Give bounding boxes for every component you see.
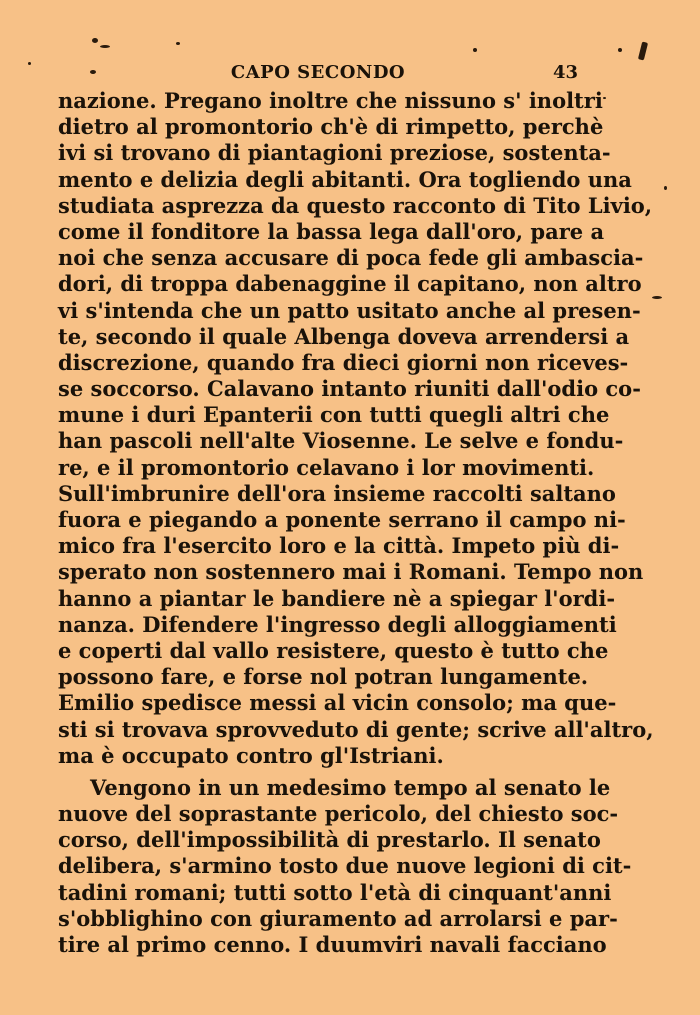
text-line: mune i duri Epanterii con tutti quegli altri che	[58, 402, 610, 428]
text-line: ivi si trovano di piantagioni preziose, sostenta-	[58, 140, 611, 166]
text-line: ma è occupato contro gl'Istriani.	[58, 742, 444, 768]
paragraph	[58, 88, 654, 769]
text-line: come il fonditore la bassa lega dall'oro, pare a	[58, 218, 605, 244]
page-header	[58, 60, 578, 88]
text-line: nuove del soprastante pericolo, del chiesto soc-	[58, 801, 619, 827]
text-line: e coperti dal vallo resistere, questo è tutto che	[58, 637, 609, 663]
text-line: hanno a piantar le bandiere nè a spiegar l'ordi-	[58, 585, 616, 611]
text-line: Vengono in un medesimo tempo al senato le	[90, 774, 611, 800]
ink-speck	[638, 42, 648, 61]
text-line: sperato non sostennero mai i Romani. Tempo non	[58, 559, 644, 585]
running-title: CAPO SECONDO	[230, 62, 406, 83]
text-line: se soccorso. Calavano intanto riuniti dall'odio co-	[58, 376, 641, 402]
ink-speck	[90, 70, 96, 74]
ink-speck	[100, 45, 110, 48]
text-line: vi s'intenda che un patto usitato anche al presen-	[58, 297, 641, 323]
ink-speck	[618, 48, 622, 52]
ink-speck	[603, 97, 606, 99]
text-line: possono fare, e forse nol potran lungamente.	[58, 664, 589, 690]
ink-speck	[176, 42, 180, 45]
ink-speck	[652, 296, 662, 299]
text-line: s'obblighino con giuramento ad arrolarsi e par-	[58, 905, 618, 931]
text-line: delibera, s'armino tosto due nuove legioni di cit-	[58, 853, 632, 879]
text-line: Sull'imbrunire dell'ora insieme raccolti saltano	[58, 480, 616, 506]
text-line: discrezione, quando fra dieci giorni non riceves-	[58, 349, 629, 375]
text-line: mento e delizia degli abitanti. Ora togliendo una	[58, 166, 632, 192]
text-line: han pascoli nell'alte Viosenne. Le selve e fondu-	[58, 428, 624, 454]
text-line: tire al primo cenno. I duumviri navali facciano	[58, 932, 607, 957]
text-line: fuora e piegando a ponente serrano il campo ni-	[58, 507, 626, 532]
page-number: 43	[552, 62, 578, 83]
ink-speck	[28, 62, 31, 65]
text-line: corso, dell'impossibilità di prestarlo. Il senato	[58, 827, 601, 853]
text-line: mico fra l'esercito loro e la città. Impeto più di-	[58, 533, 620, 559]
text-line: dietro al promontorio ch'è di rimpetto, perchè	[58, 114, 604, 140]
text-line: Emilio spedisce messi al vicin consolo; ma que-	[58, 690, 617, 716]
body-text	[58, 88, 654, 958]
text-line: nanza. Difendere l'ingresso degli alloggiamenti	[58, 611, 617, 637]
ink-speck	[92, 38, 98, 43]
text-line: noi che senza accusare di poca fede gli ambascia-	[58, 245, 644, 271]
text-line: studiata asprezza da questo racconto di Tito Livio,	[58, 192, 653, 218]
text-line: tadini romani; tutti sotto l'età di cinquant'anni	[58, 879, 612, 905]
text-line: dori, di troppa dabenaggine il capitano, non altro	[58, 271, 642, 297]
ink-speck	[473, 48, 477, 52]
text-line: nazione. Pregano inoltre che nissuno s' inoltri	[58, 88, 603, 113]
ink-speck	[664, 186, 667, 190]
paragraph	[58, 774, 632, 958]
text-line: te, secondo il quale Albenga doveva arrendersi a	[58, 323, 630, 349]
text-line: sti si trovava sprovveduto di gente; scrive all'altro,	[58, 716, 654, 742]
text-line: re, e il promontorio celavano i lor movimenti.	[58, 454, 595, 480]
